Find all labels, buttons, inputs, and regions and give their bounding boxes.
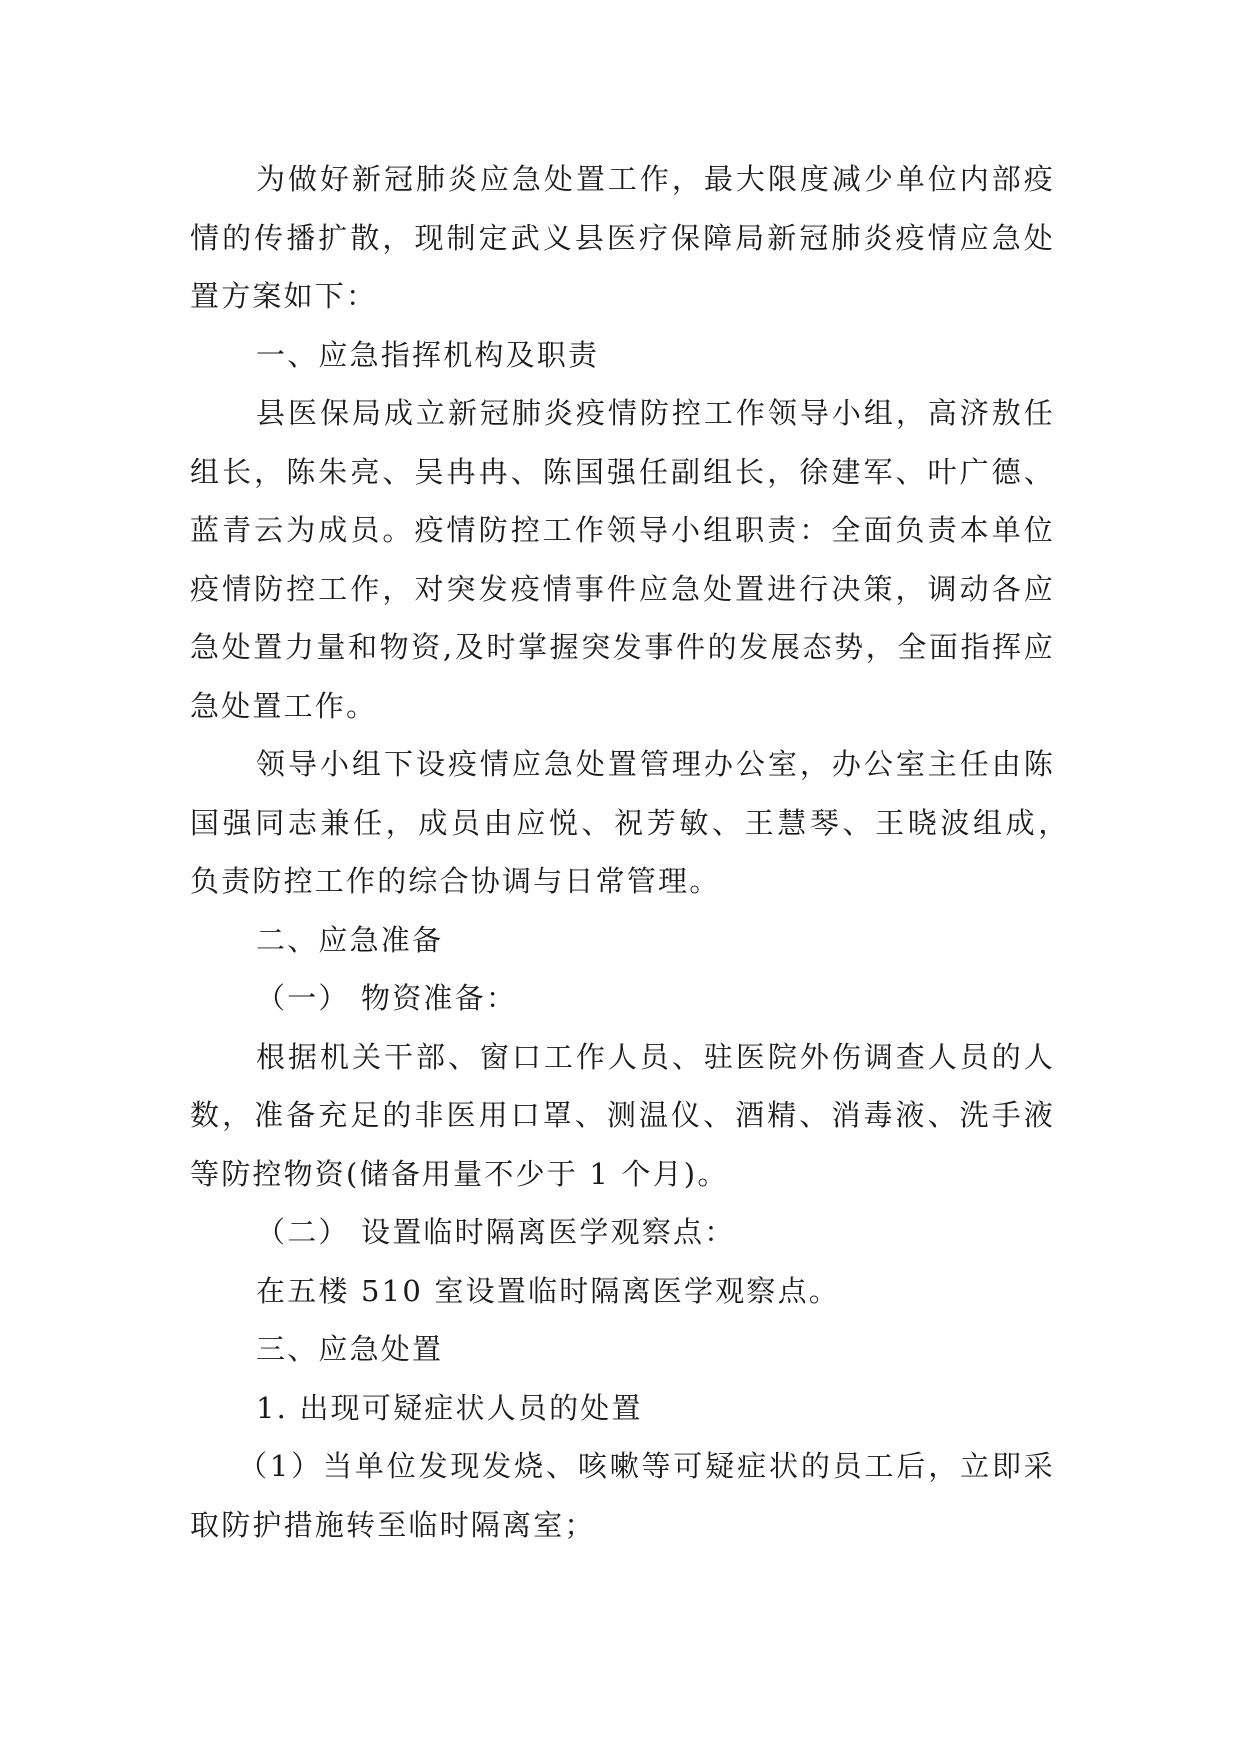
intro-paragraph: 为做好新冠肺炎应急处置工作，最大限度减少单位内部疫情的传播扩散，现制定武义县医疗保障局新冠肺炎疫情应急处置方案如下： [190,162,1055,313]
subsection-heading-1: （一） 物资准备： [256,981,518,1015]
numbered-subitem-1: （1）当单位发现发烧、咳嗽等可疑症状的员工后，立即采取防护措施转至临时隔离室； [190,1449,1055,1542]
section-heading-2: 二、应急准备 [256,922,444,957]
office-paragraph: 领导小组下设疫情应急处置管理办公室，办公室主任由陈国强同志兼任，成员由应悦、祝芳敏、王慧琴、王晓波组成， 负责防控工作的综合协调与日常管理。 [190,747,1087,898]
document-body [190,150,1087,1554]
supplies-paragraph: 根据机关干部、窗口工作人员、驻医院外伤调查人员的人数，准备充足的非医用口罩、测温仪、酒精、消毒液、洗手液等防控物资(储备用量不少于 1 个月)。 [190,1039,1055,1191]
leadership-group-paragraph: 县医保局成立新冠肺炎疫情防控工作领导小组，高济敖任组长，陈朱亮、吴冉冉、陈国强任副组长，徐建军、叶广德、蓝青云为成员。疫情防控工作领导小组职责：全面负责本单位疫情防控工作，对突发疫情事件应急处置进行决策，调动各应急处置力量和物资,及时掌握突发事件的发展态势，全面指挥应急处置工作。 [190,396,1055,723]
subsection-heading-2: （二） 设置临时隔离医学观察点： [256,1215,736,1249]
section-heading-1: 一、应急指挥机构及职责 [256,337,600,372]
section-heading-3: 三、应急处置 [256,1332,444,1366]
isolation-point-paragraph: 在五楼 510 室设置临时隔离医学观察点。 [256,1273,840,1308]
numbered-item-1: 1. 出现可疑症状人员的处置 [256,1390,643,1425]
